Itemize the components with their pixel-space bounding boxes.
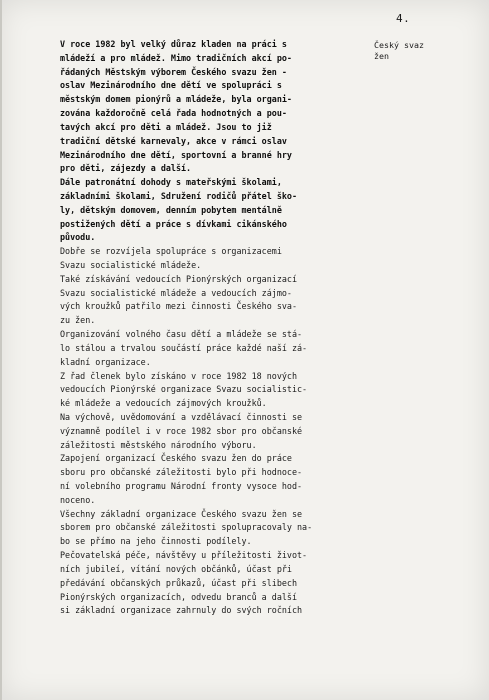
text-line: si základní organizace zahrnuly do svých ročních — [60, 605, 303, 616]
text-line: předávání občanských průkazů, účast při slibech — [60, 577, 297, 588]
text-line: Dále patronátní dohody s mateřskými školami, — [60, 177, 282, 188]
text-line: vedoucích Pionýrské organizace Svazu socialistic- — [60, 384, 308, 395]
text-line: zována každoročně celá řada hodnotných a pou- — [60, 108, 287, 119]
text-line: významně podílel i v roce 1982 sbor pro občanské — [60, 425, 303, 436]
text-line: Pečovatelská péče, návštěvy u příležitosti život- — [60, 550, 308, 561]
text-line: Dobře se rozvíjela spolupráce s organizacemi — [60, 246, 282, 257]
text-line: ních jubileí, vítání nových občánků, účast při — [60, 563, 292, 574]
text-line: záležitosti městského národního výboru. — [60, 439, 257, 450]
text-line: noceno. — [60, 494, 96, 505]
text-line: tradiční dětské karnevaly, akce v rámci oslav — [60, 135, 287, 146]
text-line: oslav Mezinárodního dne dětí ve spolupráci s — [60, 80, 282, 91]
text-line: pro děti, zájezdy a další. — [60, 163, 192, 174]
text-line: Svazu socialistické mládeže. — [60, 260, 202, 270]
text-line: V roce 1982 byl velký důraz kladen na práci s — [60, 39, 287, 49]
paper-edge — [0, 0, 2, 700]
text-line: postižených dětí a práce s dívkami cikánského — [60, 218, 287, 229]
margin-note-line: Český svaz — [374, 40, 424, 50]
text-line: Svazu socialistické mládeže a vedoucích zájmo- — [60, 287, 292, 298]
margin-note — [374, 40, 424, 62]
text-line: Zapojení organizací Českého svazu žen do práce — [60, 453, 292, 464]
margin-note-line: žen — [374, 51, 389, 61]
text-line: vých kroužků patřilo mezi činnosti Českého sva- — [60, 301, 297, 312]
text-line: tavých akcí pro děti a mládež. Jsou to již — [60, 121, 272, 132]
page-number: 4. — [396, 12, 411, 25]
text-line: sborem pro občanské záležitosti spolupracovaly na- — [60, 522, 313, 533]
text-line: ké mládeže a vedoucích zájmových kroužků. — [60, 398, 267, 409]
text-line: Všechny základní organizace Českého svazu žen se — [60, 508, 303, 519]
text-line: ly, dětským domovem, denním pobytem mentálně — [60, 204, 282, 215]
text-line: řádaných Městským výborem Českého svazu žen - — [60, 66, 287, 77]
text-line: Také získávání vedoucích Pionýrských organizací — [60, 273, 297, 284]
text-line: Pionýrských organizacích, odvedu branců a další — [60, 591, 297, 602]
text-line: městským domem pionýrů a mládeže, byla organi- — [60, 94, 292, 105]
text-line: základními školami, Sdružení rodičů přátel ško- — [60, 190, 297, 201]
text-line: Mezinárodního dne dětí, sportovní a branné hry — [60, 149, 292, 160]
text-line: zu žen. — [60, 315, 96, 326]
text-line: ní volebního programu Národní fronty vysoce hod- — [60, 481, 303, 491]
text-line: Z řad členek bylo získáno v roce 1982 18 nových — [60, 370, 297, 381]
text-line: mládeží a pro mládež. Mimo tradičních akcí po- — [60, 52, 292, 63]
text-line: původu. — [60, 232, 96, 243]
text-line: Na výchově, uvědomování a vzdělávací činnosti se — [60, 411, 303, 422]
text-line: kladní organizace. — [60, 356, 151, 367]
body-text — [60, 38, 365, 618]
text-line: bo se přímo na jeho činnosti podílely. — [60, 536, 252, 547]
text-line: lo stálou a trvalou součástí práce každé naší zá- — [60, 342, 308, 353]
text-line: sboru pro občanské záležitosti bylo při hodnoce- — [60, 467, 303, 478]
text-line: Organizování volného času dětí a mládeže se stá- — [60, 329, 303, 340]
